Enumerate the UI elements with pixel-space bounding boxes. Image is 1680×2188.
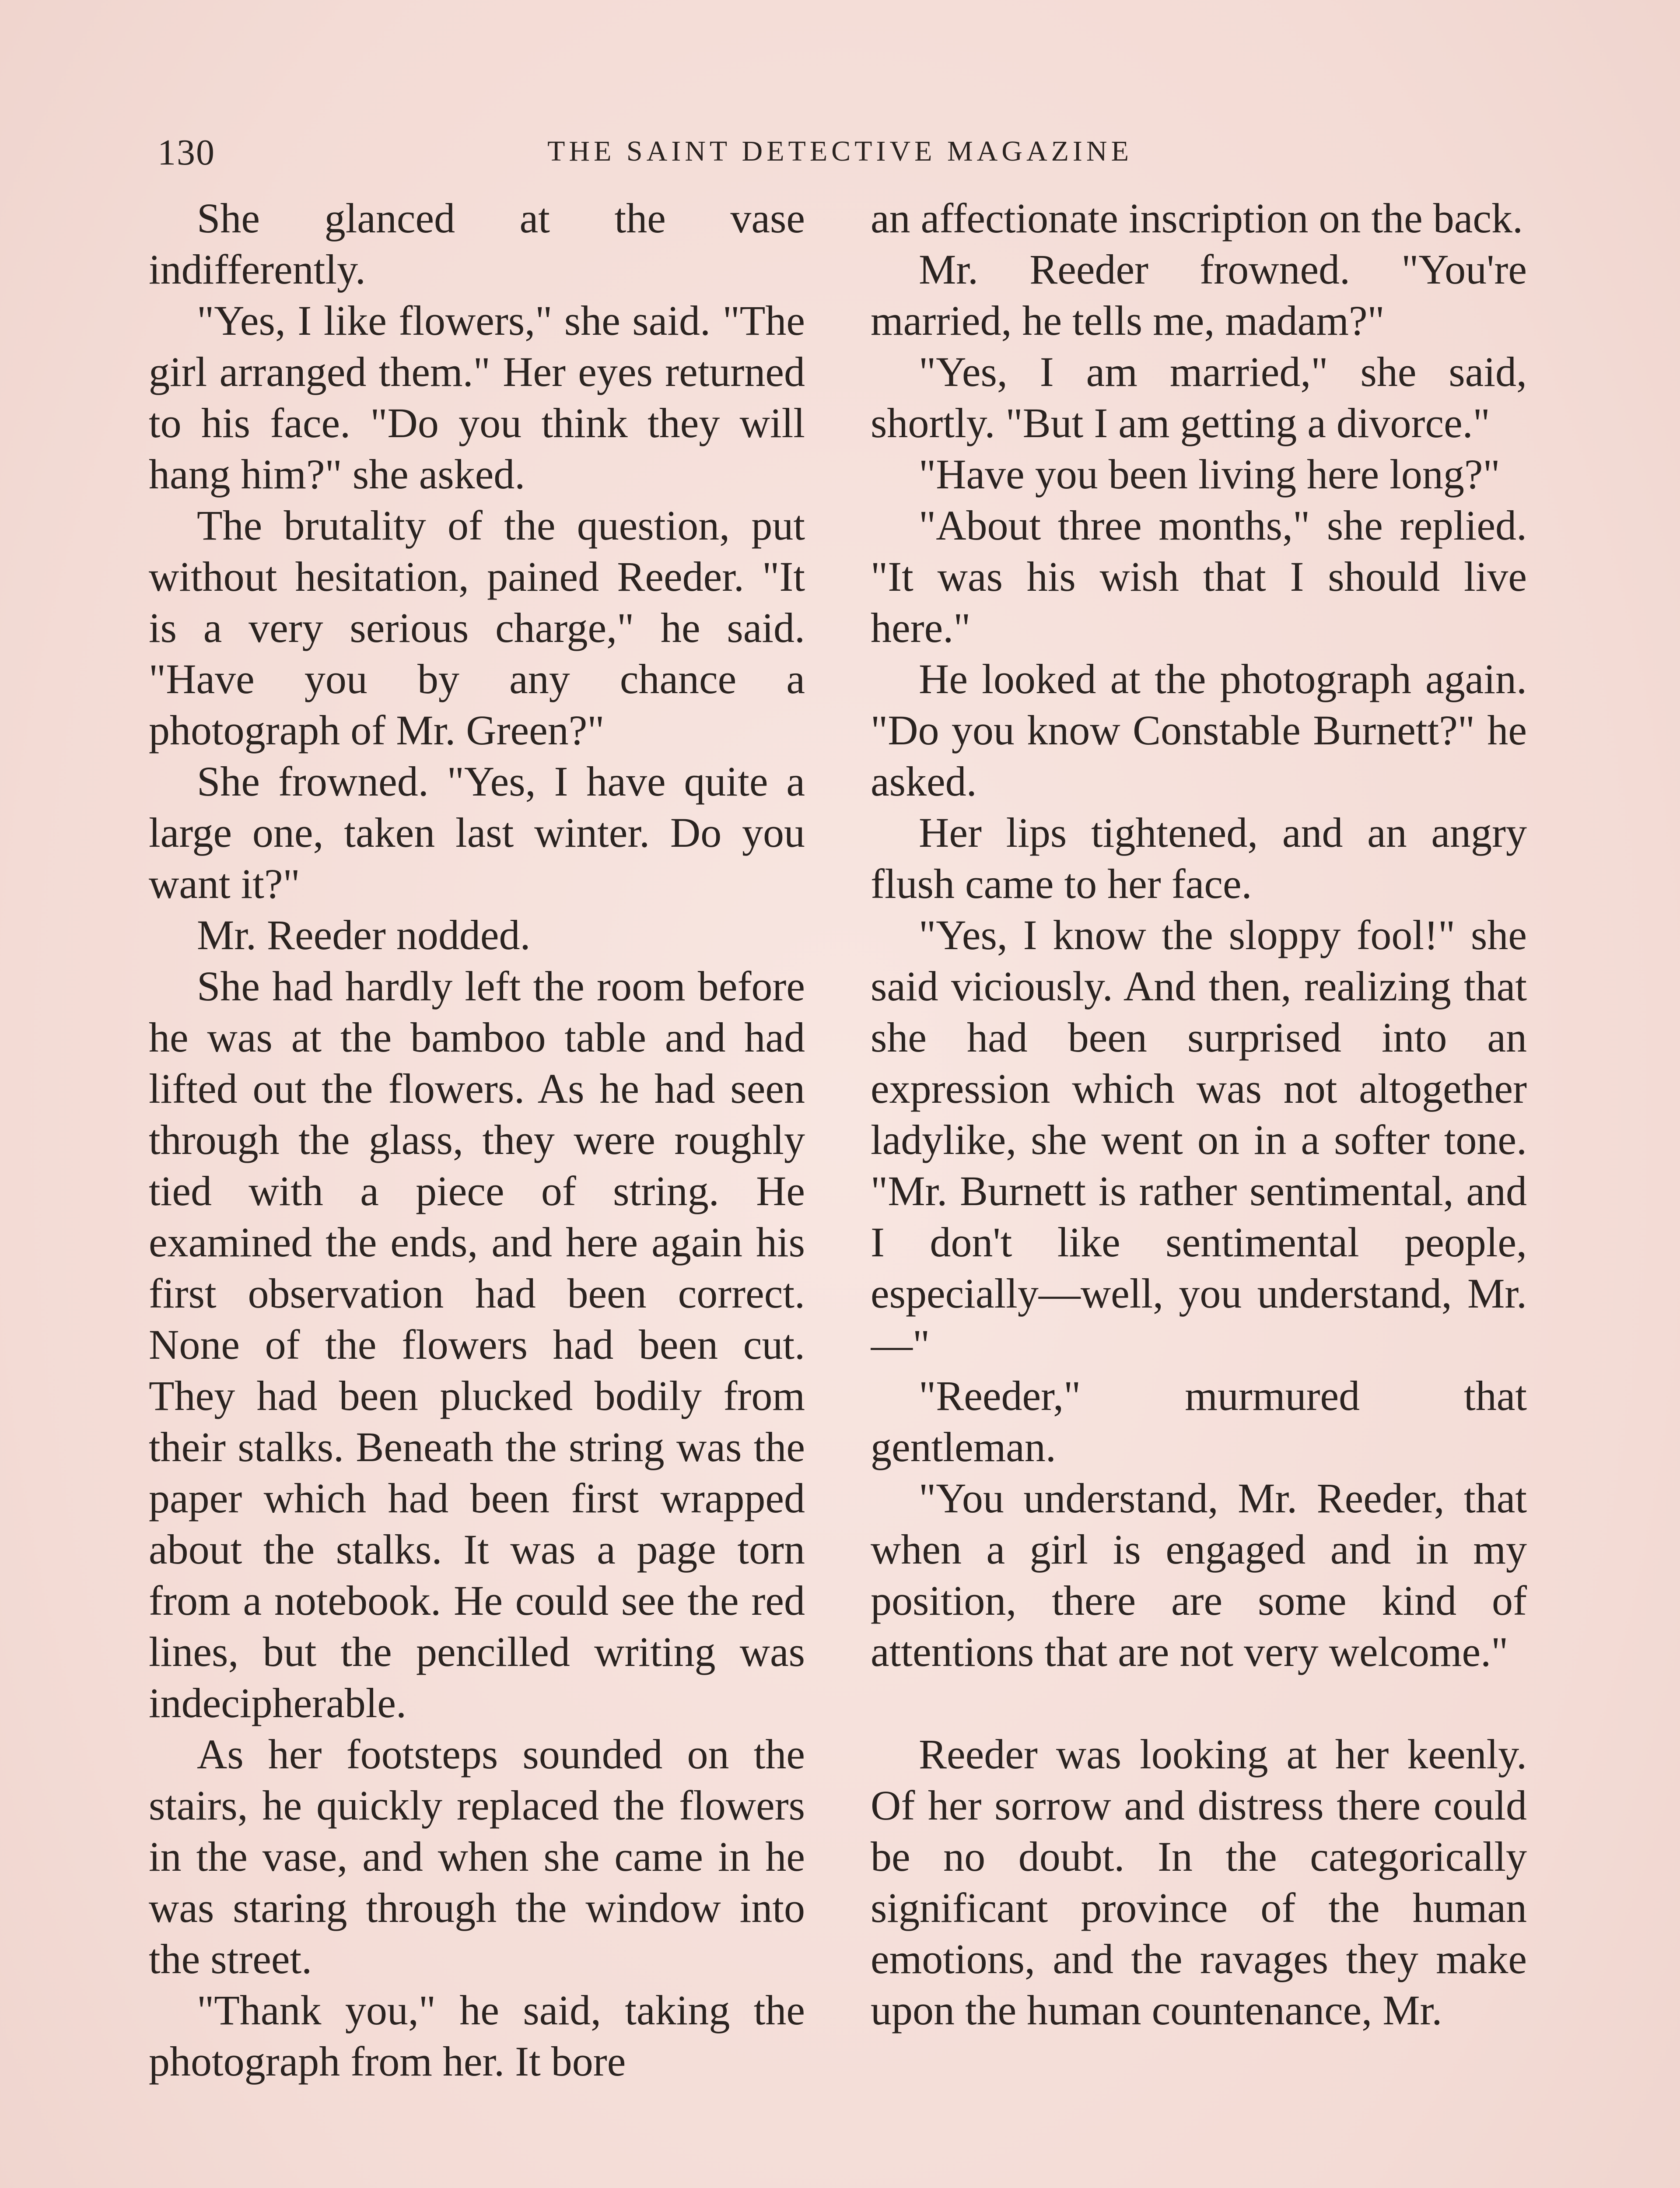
paragraph: Mr. Reeder frowned. "You're married, he tells me, madam?" — [871, 246, 1527, 344]
paragraph: Mr. Reeder nodded. — [197, 912, 531, 958]
page-number: 130 — [158, 132, 215, 173]
paragraph: She frowned. "Yes, I have quite a large one, taken last winter. Do you want it?" — [149, 758, 805, 907]
paragraph: She glanced at the vase indifferently. — [149, 195, 805, 293]
continued-paragraph: an affectionate inscription on the back. — [871, 195, 1523, 242]
paragraph: "Yes, I like flowers," she said. "The girl arranged them." Her eyes returned to his face. "Do you think they will hang him?" she asked. — [149, 297, 805, 498]
paragraph: She had hardly left the room before he was at the bamboo table and had lifted out the flowers. As he had seen through the glass, they were roughly tied with a piece of string. He examined the ends, and here again his first observation had been correct. None of the flowers had been cut. They had been plucked bodily from their stalks. Beneath the string was the paper which had been first wrapped about the stalks. It was a page torn from a notebook. He could see the red lines, but the pencilled writing was indecipherable. — [149, 963, 805, 1726]
paragraph: "Thank you," he said, taking the photograph from her. It bore — [149, 1987, 805, 2085]
text-body — [149, 193, 1531, 2188]
paragraph: The brutality of the question, put without hesitation, pained Reeder. "It is a very serious charge," he said. "Have you by any chance a photograph of Mr. Green?" — [149, 502, 805, 754]
paragraph: "Yes, I know the sloppy fool!" she said viciously. And then, realizing that she had been surprised into an expression which was not altogether ladylike, she went on in a softer tone. "Mr. Burnett is rather sentimental, and I don't like sentimental people, especially—well, you understand, Mr.—" — [871, 912, 1527, 1368]
paragraph: As her footsteps sounded on the stairs, he quickly replaced the flowers in the vase, and when she came in he was staring through the window into the street. — [149, 1731, 805, 1982]
running-title: THE SAINT DETECTIVE MAGAZINE — [547, 135, 1133, 167]
paragraph: "Reeder," murmured that gentleman. — [871, 1372, 1527, 1470]
left-column — [149, 193, 805, 2188]
paragraph: Her lips tightened, and an angry flush came to her face. — [871, 809, 1527, 907]
paragraph: "Have you been living here long?" — [919, 451, 1500, 498]
page-header — [158, 131, 1522, 179]
paragraph: "You understand, Mr. Reeder, that when a girl is engaged and in my position, there are some kind of attentions that are not very welcome." — [871, 1475, 1527, 1675]
paragraph-after-section-break: Reeder was looking at her keenly. Of her sorrow and distress there could be no doubt. In the categorically significant province of the human emotions, and the ravages they make upon the human countenance, Mr. — [871, 1731, 1527, 2034]
paragraph: "Yes, I am married," she said, shortly. "But I am getting a divorce." — [871, 348, 1527, 446]
paragraph: He looked at the photograph again. "Do you know Constable Burnett?" he asked. — [871, 656, 1527, 805]
right-column — [871, 193, 1527, 2188]
paragraph: "About three months," she replied. "It was his wish that I should live here." — [871, 502, 1527, 651]
